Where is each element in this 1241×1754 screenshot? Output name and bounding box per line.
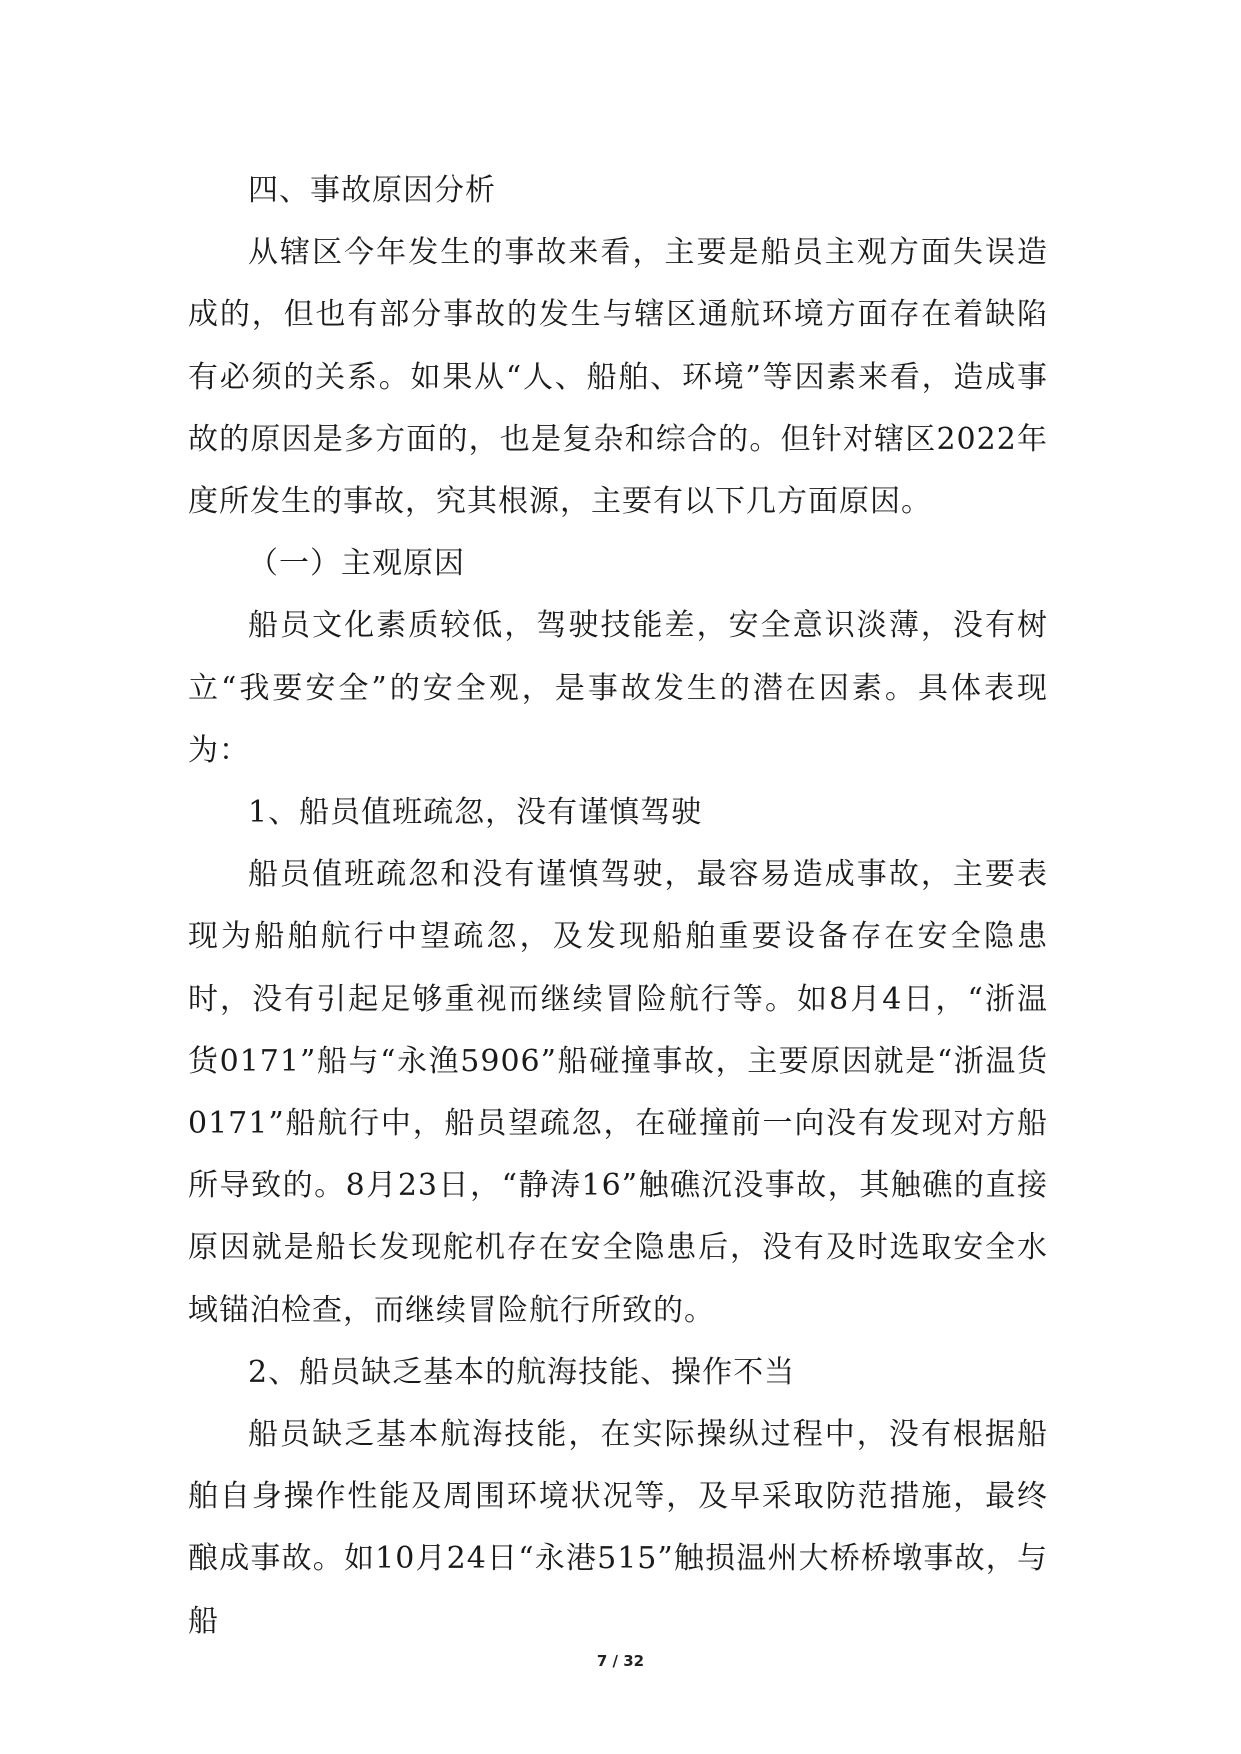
item-heading: 2、船员缺乏基本的航海技能、操作不当 xyxy=(248,1354,796,1390)
paragraph: 船员值班疏忽和没有谨慎驾驶，最容易造成事故，主要表现为船舶航行中望疏忽，及发现船舶重要设备存在安全隐患时，没有引起足够重视而继续冒险航行等。如8月4日，“浙温货0171”船与“永渔5906”船碰撞事故，主要原因就是“浙温货0171”船航行中，船员望疏忽，在碰撞前一向没有发现对方船所导致的。8月23日，“静涛16”触礁沉没事故，其触礁的直接原因就是船长发现舵机存在安全隐患后，没有及时选取安全水域锚泊检查，而继续冒险航行所致的。 xyxy=(188,857,1048,1328)
page-number: 7 / 32 xyxy=(596,1652,645,1670)
item-heading: 1、船员值班疏忽，没有谨慎驾驶 xyxy=(248,795,703,831)
paragraph: 船员缺乏基本航海技能，在实际操纵过程中，没有根据船舶自身操作性能及周围环境状况等，及早采取防范措施，最终酿成事故。如10月24日“永港515”触损温州大桥桥墩事故，与船 xyxy=(188,1417,1048,1639)
subsection-heading: （一）主观原因 xyxy=(248,546,465,582)
page-body xyxy=(188,160,1048,1653)
paragraph: 船员文化素质较低，驾驶技能差，安全意识淡薄，没有树立“我要安全”的安全观，是事故发生的潜在因素。具体表现为： xyxy=(188,608,1048,768)
section-heading: 四、事故原因分析 xyxy=(248,173,496,208)
paragraph: 从辖区今年发生的事故来看，主要是船员主观方面失误造成的，但也有部分事故的发生与辖区通航环境方面存在着缺陷有必须的关系。如果从“人、船舶、环境”等因素来看，造成事故的原因是多方面的，也是复杂和综合的。但针对辖区2022年度所发生的事故，究其根源，主要有以下几方面原因。 xyxy=(188,235,1048,520)
